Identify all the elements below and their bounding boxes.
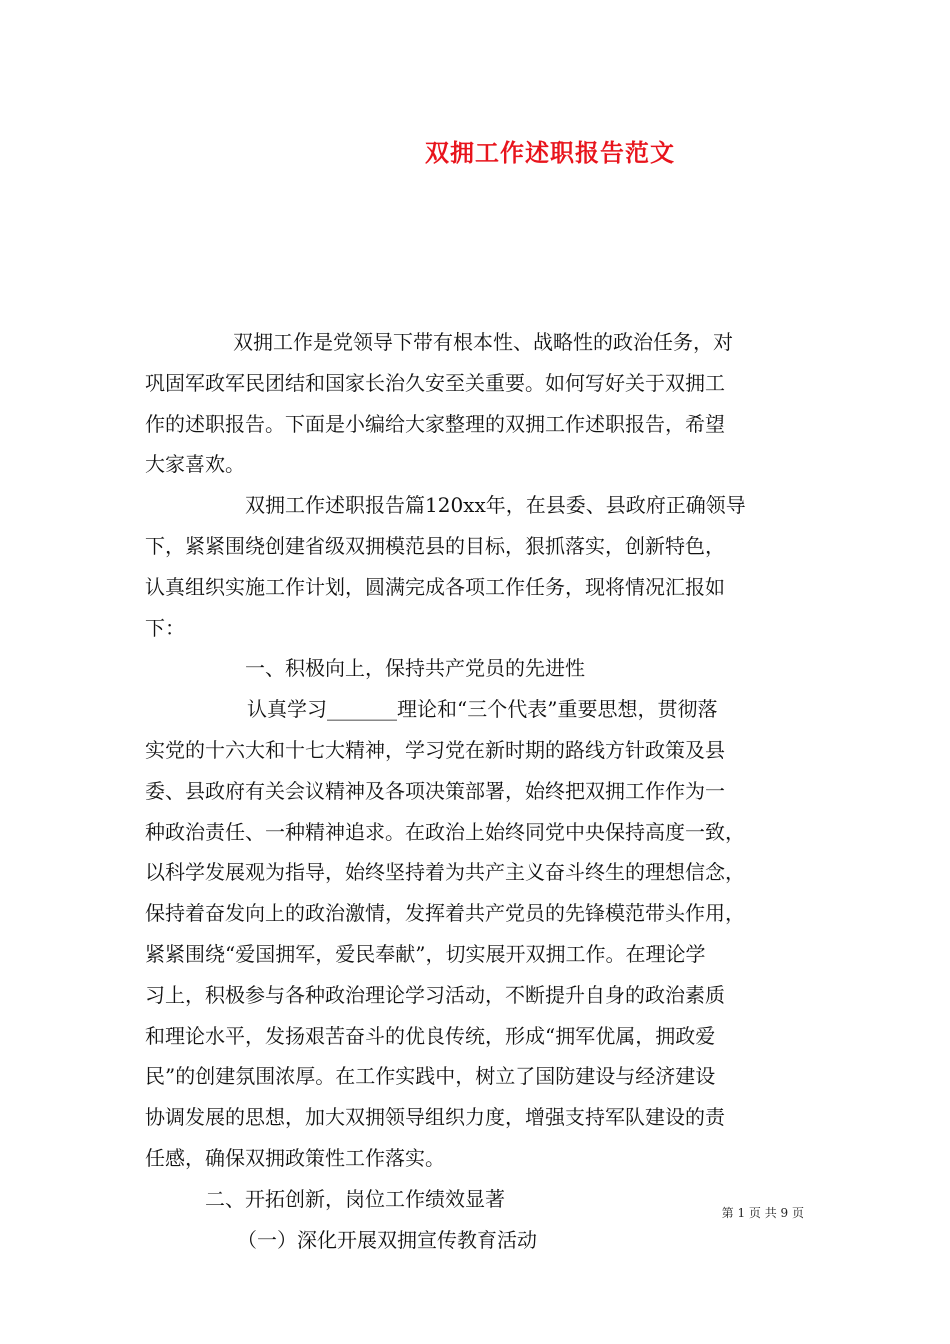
text-line: 以科学发展观为指导，始终坚持着为共产主义奋斗终生的理想信念， bbox=[145, 860, 745, 885]
text-line: 双拥工作是党领导下带有根本性、战略性的政治任务，对 bbox=[233, 330, 733, 354]
text-line: 下： bbox=[145, 615, 185, 640]
text-line: 巩固军政军民团结和国家长治久安至关重要。如何写好关于双拥工 bbox=[145, 370, 725, 395]
text-line: 和理论水平，发扬艰苦奋斗的优良传统，形成“拥军优属，拥政爱 bbox=[145, 1023, 716, 1048]
text-line: 紧紧围绕“爱国拥军，爱民奉献”，切实展开双拥工作。在理论学 bbox=[145, 941, 706, 966]
text-line: 认真学习_______理论和“三个代表”重要思想，贯彻落 bbox=[247, 697, 718, 722]
text-line: 二、开拓创新，岗位工作绩效显著 bbox=[205, 1186, 505, 1211]
text-line: 大家喜欢。 bbox=[145, 452, 245, 477]
text-line: 作的述职报告。下面是小编给大家整理的双拥工作述职报告，希望 bbox=[145, 411, 725, 436]
text-line: 协调发展的思想，加大双拥领导组织力度，增强支持军队建设的责 bbox=[145, 1105, 725, 1130]
page-number: 第 1 页 共 9 页 bbox=[721, 1206, 804, 1220]
text-line: 种政治责任、一种精神追求。在政治上始终同党中央保持高度一致， bbox=[145, 819, 745, 844]
text-line: 实党的十六大和十七大精神，学习党在新时期的路线方针政策及县 bbox=[145, 737, 725, 762]
text-line: 双拥工作述职报告篇120xx年，在县委、县政府正确领导 bbox=[245, 493, 746, 518]
text-line: 任感，确保双拥政策性工作落实。 bbox=[145, 1145, 445, 1170]
document-title: 双拥工作述职报告范文 bbox=[425, 138, 675, 167]
text-line: 习上，积极参与各种政治理论学习活动，不断提升自身的政治素质 bbox=[145, 982, 725, 1007]
text-line: 下，紧紧围绕创建省级双拥模范县的目标，狠抓落实，创新特色， bbox=[145, 533, 725, 558]
text-line: 一、积极向上，保持共产党员的先进性 bbox=[245, 656, 585, 681]
document-body bbox=[145, 322, 810, 1260]
text-line: （一）深化开展双拥宣传教育活动 bbox=[237, 1227, 537, 1252]
text-line: 认真组织实施工作计划，圆满完成各项工作任务，现将情况汇报如 bbox=[145, 574, 725, 599]
text-line: 委、县政府有关会议精神及各项决策部署，始终把双拥工作作为一 bbox=[145, 778, 725, 803]
text-line: 民”的创建氛围浓厚。在工作实践中，树立了国防建设与经济建设 bbox=[145, 1064, 716, 1089]
text-line: 保持着奋发向上的政治激情，发挥着共产党员的先锋模范带头作用， bbox=[145, 901, 745, 926]
